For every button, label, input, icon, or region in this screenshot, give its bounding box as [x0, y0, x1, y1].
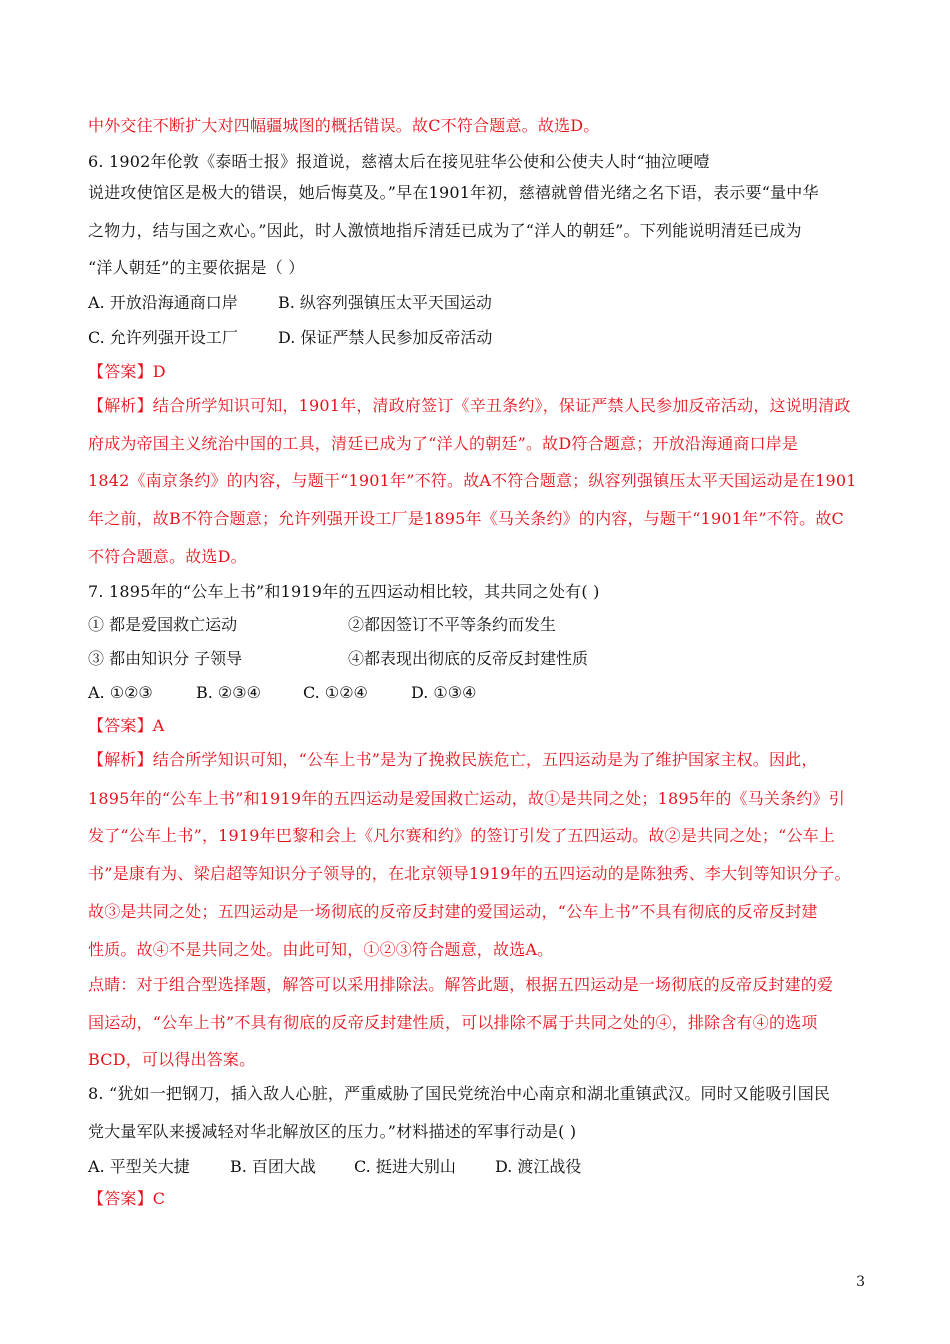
q7-tip-line: 点睛：对于组合型选择题，解答可以采用排除法。解答此题，根据五四运动是一场彻底的反帝反封建的爱: [88, 975, 834, 994]
q6-analysis-line: 府成为帝国主义统治中国的工具，清廷已成为了“洋人的朝廷”。故D符合题意；开放沿海通商口岸是: [88, 434, 799, 453]
previous-analysis-tail: 中外交往不断扩大对四幅疆城图的概括错误。故C不符合题意。故选D。: [88, 116, 600, 135]
q6-stem-line: 之物力，结与国之欢心。”因此，时人激愤地指斥清廷已成为了“洋人的朝廷”。下列能说明清廷已成为: [88, 221, 802, 240]
q7-analysis-line: 【解析】结合所学知识可知，“公车上书”是为了挽救民族危亡，五四运动是为了维护国家主权。因此，: [88, 750, 818, 769]
q7-tip-line: 国运动，“公车上书”不具有彻底的反帝反封建性质，可以排除不属于共同之处的④，排除含有④的选项: [88, 1013, 818, 1032]
q7-statement-4: ④都表现出彻底的反帝反封建性质: [348, 649, 589, 668]
q7-option-a: A. ①②③: [88, 683, 153, 702]
page-number: 3: [856, 1274, 865, 1290]
q8-stem-line: 党大量军队来援减轻对华北解放区的压力。”材料描述的军事行动是( ): [88, 1122, 577, 1141]
q8-answer: 【答案】C: [88, 1189, 166, 1208]
q6-option-d: D. 保证严禁人民参加反帝活动: [278, 328, 493, 347]
q7-analysis-line: 1895年的“公车上书”和1919年的五四运动是爱国救亡运动，故①是共同之处；1895年的《马关条约》引: [88, 789, 845, 808]
q7-option-b: B. ②③④: [196, 683, 261, 702]
q8-option-c: C. 挺进大别山: [354, 1157, 456, 1176]
q6-stem-line: 说进攻使馆区是极大的错误，她后悔莫及。”早在1901年初，慈禧就曾借光绪之名下语，表示要“量中华: [88, 183, 819, 202]
q7-analysis-line: 故③是共同之处；五四运动是一场彻底的反帝反封建的爱国运动，“公车上书”不具有彻底的反帝反封建: [88, 902, 818, 921]
q8-option-b: B. 百团大战: [230, 1157, 316, 1176]
q7-statement-1: ① 都是爱国救亡运动: [88, 615, 238, 634]
q6-option-c: C. 允许列强开设工厂: [88, 328, 238, 347]
q7-stem: 7. 1895年的“公车上书”和1919年的五四运动相比较，其共同之处有( ): [88, 582, 600, 601]
q6-stem-line: 6. 1902年伦敦《泰晤士报》报道说，慈禧太后在接见驻华公使和公使夫人时“抽泣哽噎: [88, 152, 710, 171]
q7-analysis-line: 书”是康有为、梁启超等知识分子领导的，在北京领导1919年的五四运动的是陈独秀、李大钊等知识分子。: [88, 864, 851, 883]
q7-statement-2: ②都因签订不平等条约而发生: [348, 615, 557, 634]
q8-option-a: A. 平型关大捷: [88, 1157, 190, 1176]
q7-option-d: D. ①③④: [411, 683, 477, 702]
q6-stem-line: “洋人朝廷”的主要依据是（ ）: [88, 258, 305, 277]
q8-option-d: D. 渡江战役: [495, 1157, 582, 1176]
q6-option-b: B. 纵容列强镇压太平天国运动: [278, 293, 492, 312]
q7-tip-line: BCD，可以得出答案。: [88, 1050, 256, 1069]
q7-option-c: C. ①②④: [303, 683, 368, 702]
q7-statement-3: ③ 都由知识分 子领导: [88, 649, 243, 668]
q6-answer: 【答案】D: [88, 362, 166, 381]
q6-analysis-line: 不符合题意。故选D。: [88, 547, 247, 566]
q7-analysis-line: 性质。故④不是共同之处。由此可知，①②③符合题意，故选A。: [88, 940, 554, 959]
q8-stem-line: 8. “犹如一把钢刀，插入敌人心脏，严重威胁了国民党统治中心南京和湖北重镇武汉。同时又能吸引国民: [88, 1084, 831, 1103]
q6-option-a: A. 开放沿海通商口岸: [88, 293, 238, 312]
q6-analysis-line: 1842《南京条约》的内容，与题干“1901年”不符。故A不符合题意；纵容列强镇压太平天国运动是在1901: [88, 471, 857, 490]
q7-analysis-line: 发了“公车上书”，1919年巴黎和会上《凡尔赛和约》的签订引发了五四运动。故②是共同之处；“公车上: [88, 826, 836, 845]
q6-analysis-line: 年之前，故B不符合题意；允许列强开设工厂是1895年《马关条约》的内容，与题干“1901年”不符。故C: [88, 509, 844, 528]
q7-answer: 【答案】A: [88, 716, 165, 735]
q6-analysis-line: 【解析】结合所学知识可知，1901年，清政府签订《辛丑条约》，保证严禁人民参加反帝活动，这说明清政: [88, 396, 851, 415]
